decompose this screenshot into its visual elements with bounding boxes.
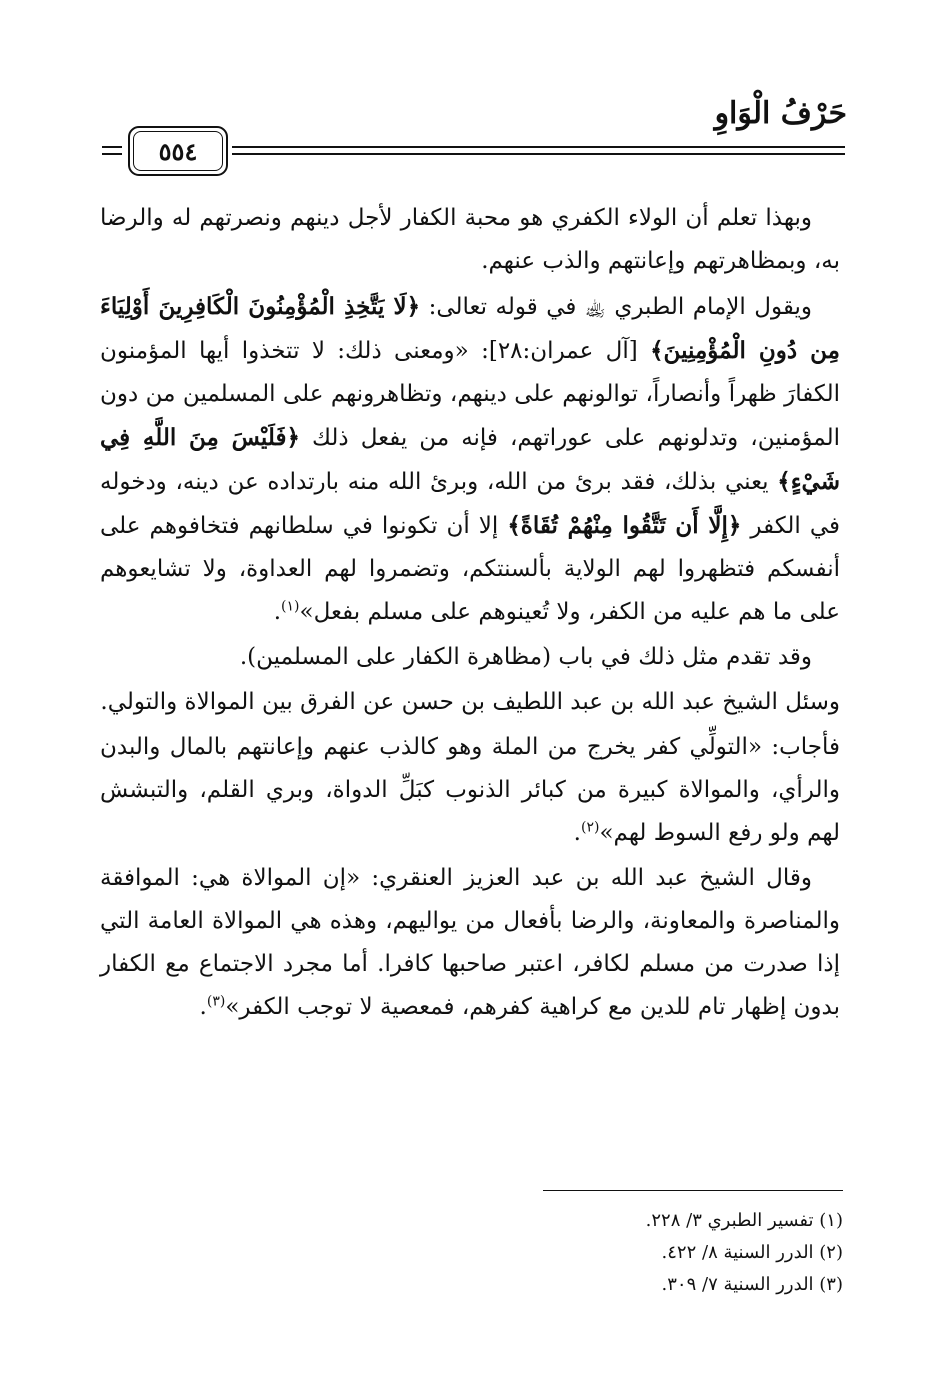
- paragraph-1: وبهذا تعلم أن الولاء الكفري هو محبة الكفار لأجل دينهم ونصرتهم له والرضا به، وبمظاهرتهم وإعانتهم والذب عنهم.: [100, 205, 840, 274]
- footnote-3: (٣) الدرر السنية ٧/ ٣٠٩.: [661, 1274, 843, 1295]
- footnote-separator: [543, 1190, 843, 1191]
- footnote-2: (٢) الدرر السنية ٨/ ٤٢٢.: [661, 1242, 843, 1263]
- footnote-1: (١) تفسير الطبري ٣/ ٢٢٨.: [645, 1210, 843, 1231]
- paragraph-5: فأجاب: «التولِّي كفر يخرج من الملة وهو كالذب عنهم وإعانتهم بالمال والبدن والرأي، والموالاة كبيرة من كبائر الذنوب كبَلِّ الدواة، وبري القلم، والتبشش لهم ولو رفع السوط لهم»$^{(٢)}$.: [100, 734, 840, 846]
- paragraph-3: وقد تقدم مثل ذلك في باب (مظاهرة الكفار على المسلمين).: [239, 644, 812, 670]
- chapter-title: حَرْفُ الْوَاوِ: [714, 96, 847, 131]
- paragraph-4: وسئل الشيخ عبد الله بن عبد اللطيف بن حسن عن الفرق بين الموالاة والتولي.: [100, 689, 840, 715]
- page-number: ٥٥٤: [158, 136, 198, 166]
- page-number-frame: [128, 126, 228, 176]
- main-text: [100, 197, 840, 1031]
- quran-verse-2: ﴿فَلَيْسَ مِنَ اللَّهِ فِي شَيْءٍ﴾: [100, 424, 840, 495]
- quran-verse-1: ﴿لَا يَتَّخِذِ الْمُؤْمِنُونَ الْكَافِرِينَ أَوْلِيَاءَ مِن دُونِ الْمُؤْمِنِينَ﴾: [100, 293, 841, 364]
- paragraph-2-part-b: [آل عمران:٢٨]: «ومعنى ذلك: لا تتخذوا أيها المؤمنون الكفارَ ظهراً وأنصاراً، توالونهم على دينهم، وتظاهرونهم على المسلمين من دون المؤمنين، وتدلونهم على عوراتهم، فإنه من يفعل ذلك: [100, 338, 840, 451]
- quran-verse-3: ﴿إِلَّا أَن تَتَّقُوا مِنْهُمْ تُقَاةً﴾: [507, 512, 742, 539]
- footnote-ref-3[interactable]: (٣): [206, 993, 226, 1010]
- footnote-ref-2[interactable]: (٢): [580, 819, 600, 836]
- paragraph-6-text: وقال الشيخ عبد الله بن عبد العزيز العنقري: «إن الموالاة هي: الموافقة والمناصرة والمعاونة، والرضا بأفعال من يواليهم، وهذه هي الموالاة العامة التي إذا صدرت من مسلم لكافر، اعتبر صاحبها كافرا. أما مجرد الاجتماع مع الكفار بدون إظهار تام للدين مع كراهية كفرهم، فمعصية لا توجب الكفر»: [100, 865, 840, 1020]
- header-double-rule: [232, 146, 845, 155]
- header-rule-end-mark: [102, 146, 122, 155]
- footnote-ref-1[interactable]: (١): [281, 598, 300, 615]
- paragraph-2-part-d: إلا أن تكونوا في سلطانهم فتخافوهم على أنفسكم فتظهروا لهم الولاية بألسنتكم، وتضمروا لهم العداوة، ولا تشايعوهم على ما هم عليه من الكفر، ولا تُعينوهم على مسلم بفعل»: [100, 513, 840, 625]
- paragraph-5-text: فأجاب: «التولِّي كفر يخرج من الملة وهو كالذب عنهم وإعانتهم بالمال والبدن والرأي، والموالاة كبيرة من كبائر الذنوب كبَلِّ الدواة، وبري القلم، والتبشش لهم ولو رفع السوط لهم»: [100, 734, 840, 846]
- paragraph-2: ويقول الإمام الطبري ﵀ في قوله تعالى: ﴿لَا يَتَّخِذِ الْمُؤْمِنُونَ الْكَافِرِينَ أَوْلِيَاءَ مِن دُونِ الْمُؤْمِنِينَ﴾ [آل عمران:٢٨]: «ومعنى ذلك: لا تتخذوا أيها المؤمنون الكفارَ ظهراً وأنصاراً، توالونهم على دينهم، وتظاهرونهم على المسلمين من دون المؤمنين، وتدلونهم على عوراتهم، فإنه من يفعل ذلك ﴿فَلَيْسَ مِنَ اللَّهِ فِي شَيْءٍ﴾ يعني بذلك، فقد برئ من الله، وبرئ الله منه بارتداده عن دينه، ودخوله في الكفر ﴿إِلَّا أَن تَتَّقُوا مِنْهُمْ تُقَاةً﴾ إلا أن تكونوا في سلطانهم فتخافوهم على أنفسكم فتظهروا لهم الولاية بألسنتكم، وتضمروا لهم العداوة، ولا تشايعوهم على ما هم عليه من الكفر، ولا تُعينوهم على مسلم بفعل»$^{(١)}$.: [100, 293, 841, 625]
- paragraph-2-part-a: ويقول الإمام الطبري ﵀ في قوله تعالى:: [420, 294, 813, 320]
- paragraph-6: وقال الشيخ عبد الله بن عبد العزيز العنقري: «إن الموالاة هي: الموافقة والمناصرة والمعاونة، والرضا بأفعال من يواليهم، وهذه هي الموالاة العامة التي إذا صدرت من مسلم لكافر، اعتبر صاحبها كافرا. أما مجرد الاجتماع مع الكفار بدون إظهار تام للدين مع كراهية كفرهم، فمعصية لا توجب الكفر»$^{(٣)}$.: [100, 865, 840, 1020]
- paragraph-2-part-c: يعني بذلك، فقد برئ من الله، وبرئ الله منه بارتداده عن دينه، ودخوله في الكفر: [100, 469, 840, 539]
- footnotes: [103, 1205, 843, 1301]
